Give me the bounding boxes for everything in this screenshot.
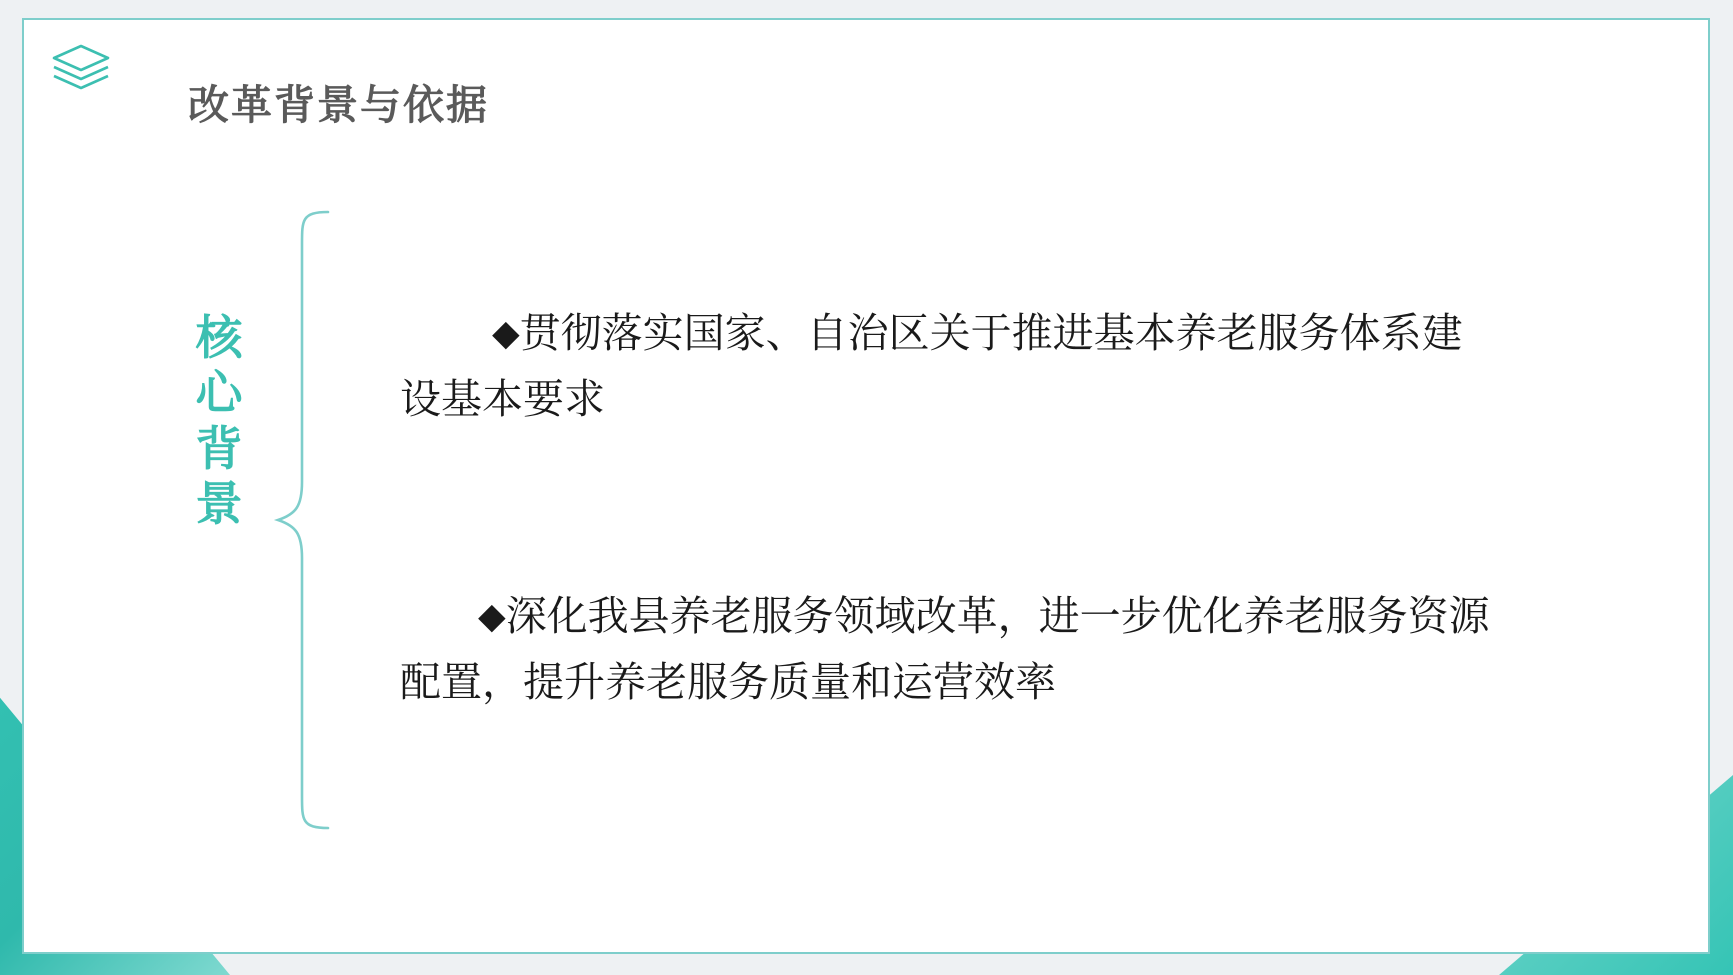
layers-icon xyxy=(48,40,114,100)
diamond-bullet-icon: ◆ xyxy=(478,595,506,637)
diamond-bullet-icon: ◆ xyxy=(492,313,520,354)
bullet-text-1: 贯彻落实国家、自治区关于推进基本养老服务体系建设基本要求 xyxy=(400,310,1463,423)
bullet-item-1 xyxy=(400,300,1500,433)
bullet-text-2: 深化我县养老服务领域改革，进一步优化养老服务资源配置，提升养老服务质量和运营效率 xyxy=(400,592,1490,706)
bullet-list xyxy=(400,300,1500,716)
curly-brace-icon xyxy=(272,210,342,830)
section-label-char-4: 景 xyxy=(195,477,245,531)
section-label-char-1: 核 xyxy=(195,311,245,364)
section-label-char-3: 背 xyxy=(195,421,245,475)
page-title: 改革背景与依据 xyxy=(188,82,489,128)
section-vertical-label xyxy=(185,310,255,532)
bullet-item-2 xyxy=(400,583,1500,716)
section-label-char-2: 心 xyxy=(195,366,245,420)
